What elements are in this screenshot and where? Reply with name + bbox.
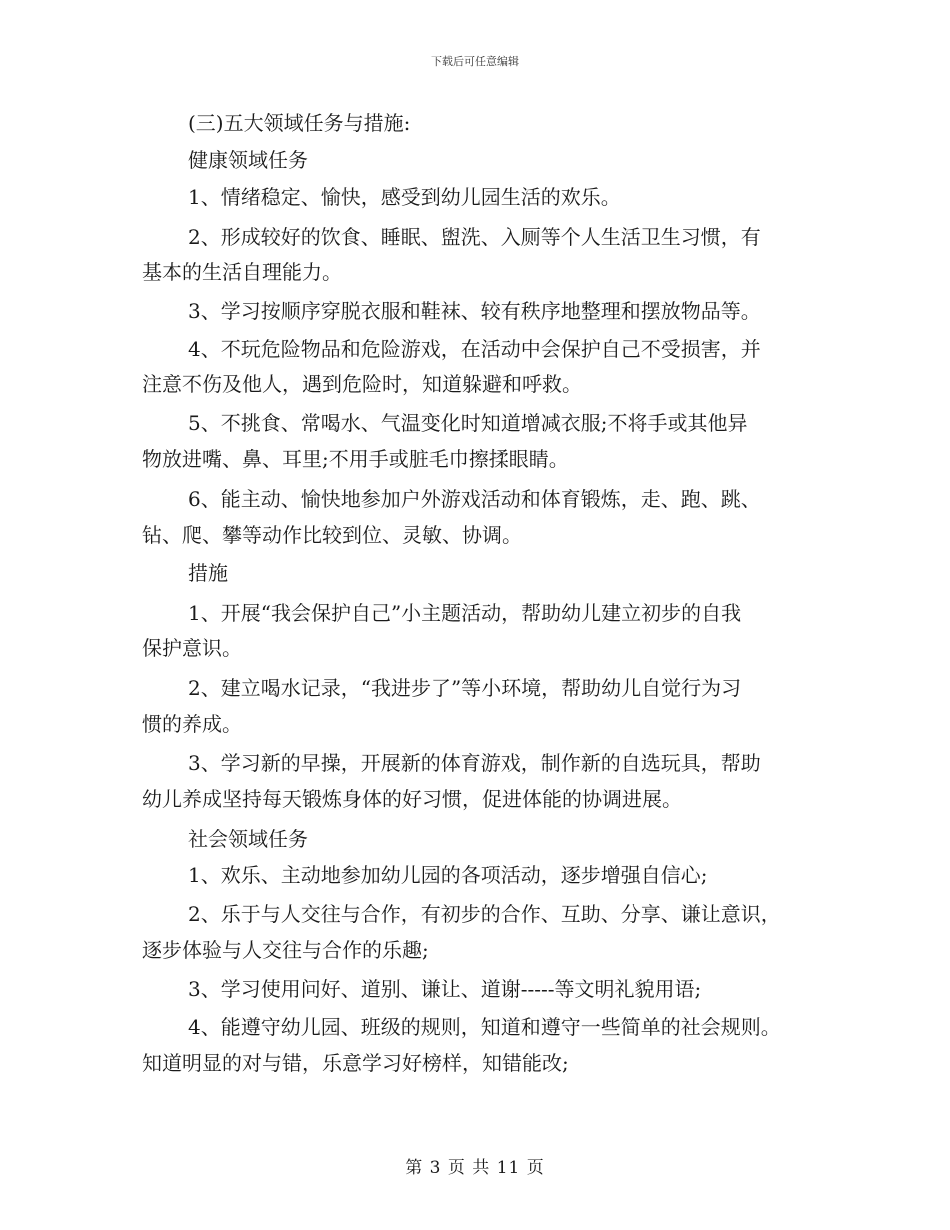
text-line: 知道明显的对与错，乐意学习好榜样，知错能改; (142, 1051, 569, 1075)
text-line: 钻、爬、攀等动作比较到位、灵敏、协调。 (142, 523, 522, 547)
text-line: 5、不挑食、常喝水、气温变化时知道增减衣服;不将手或其他异 (188, 411, 748, 435)
text-line: 2、形成较好的饮食、睡眠、盥洗、入厕等个人生活卫生习惯，有 (188, 225, 761, 249)
text-line: 3、学习新的早操，开展新的体育游戏，制作新的自选玩具，帮助 (188, 751, 761, 775)
text-line: 1、开展“我会保护自己”小主题活动，帮助幼儿建立初步的自我 (188, 601, 742, 625)
page-number: 第 3 页 共 11 页 (405, 1158, 545, 1178)
text-line: 2、乐于与人交往与合作，有初步的合作、互助、分享、谦让意识， (188, 902, 781, 926)
page-header: 下载后可任意编辑 (431, 55, 519, 68)
text-line: 措施 (188, 561, 228, 585)
text-line: 6、能主动、愉快地参加户外游戏活动和体育锻炼，走、跑、跳、 (188, 487, 761, 511)
text-line: 保护意识。 (142, 636, 242, 660)
text-line: 2、建立喝水记录，“我进步了”等小环境，帮助幼儿自觉行为习 (188, 676, 742, 700)
text-line: 1、情绪稳定、愉快，感受到幼儿园生活的欢乐。 (188, 185, 621, 209)
text-line: 3、学习按顺序穿脱衣服和鞋袜、较有秩序地整理和摆放物品等。 (188, 299, 761, 323)
text-line: 幼儿养成坚持每天锻炼身体的好习惯，促进体能的协调进展。 (142, 787, 682, 811)
text-line: 4、不玩危险物品和危险游戏，在活动中会保护自己不受损害，并 (188, 337, 761, 361)
text-line: 社会领域任务 (188, 827, 308, 851)
text-line: 4、能遵守幼儿园、班级的规则，知道和遵守一些简单的社会规则。 (188, 1015, 781, 1039)
text-line: 注意不伤及他人，遇到危险时，知道躲避和呼救。 (142, 372, 582, 396)
text-line: 1、欢乐、主动地参加幼儿园的各项活动，逐步增强自信心; (188, 863, 708, 887)
text-line: 健康领域任务 (188, 148, 308, 172)
text-line: 基本的生活自理能力。 (142, 260, 342, 284)
text-line: 物放进嘴、鼻、耳里;不用手或脏毛巾擦揉眼睛。 (142, 447, 569, 471)
text-line: 逐步体验与人交往与合作的乐趣; (142, 938, 429, 962)
text-line: 3、学习使用问好、道别、谦让、道谢-----等文明礼貌用语; (188, 977, 702, 1001)
text-line: (三)五大领域任务与措施: (188, 111, 411, 135)
text-line: 惯的养成。 (142, 712, 242, 736)
